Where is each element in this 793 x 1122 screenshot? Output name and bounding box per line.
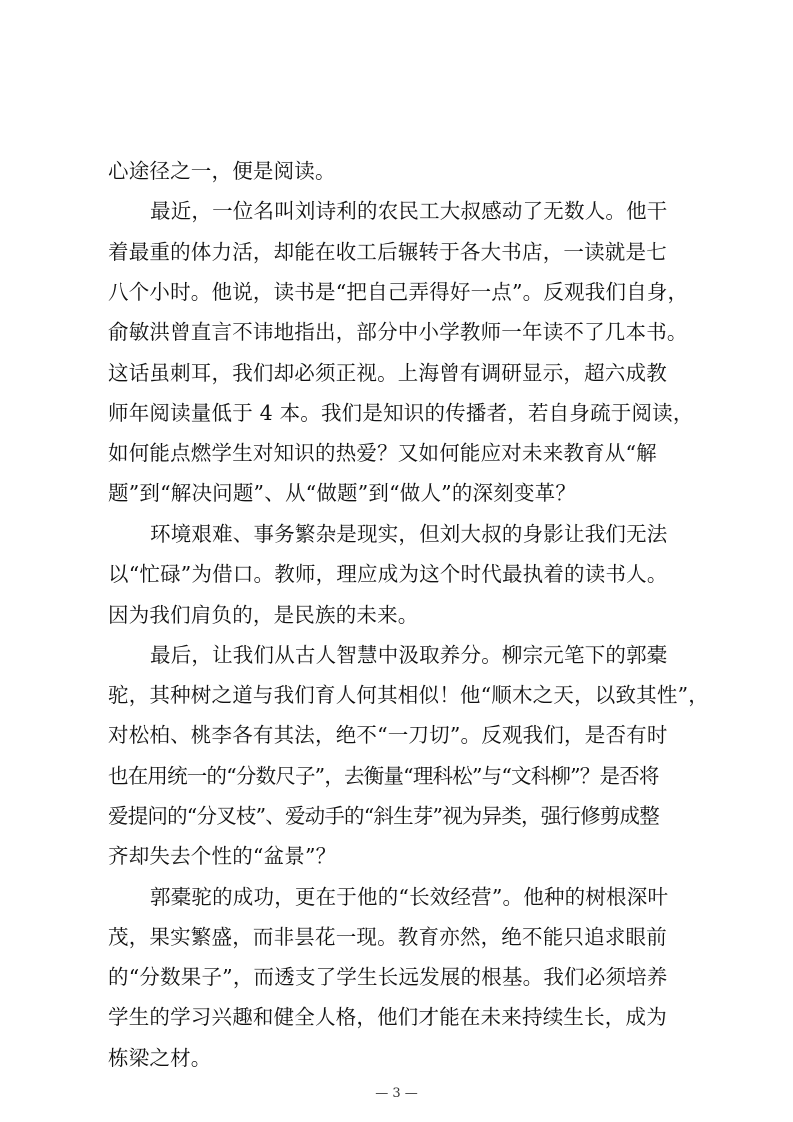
text-line-20	[0, 919, 793, 955]
text-line-14-content: 驼，其种树之道与我们育人何其相似！他“顺木之天，以致其性”，	[108, 683, 709, 707]
text-line-2-content: 最近，一位名叫刘诗利的农民工大叔感动了无数人。他干	[150, 199, 668, 223]
text-line-12-content: 因为我们肩负的，是民族的未来。	[108, 603, 419, 627]
text-line-21	[0, 959, 793, 995]
text-line-17	[0, 798, 793, 834]
text-line-16-content: 也在用统一的“分数尺子”，去衡量“理科松”与“文科柳”？是否将	[108, 764, 659, 788]
text-line-21-content: 的“分数果子”，而透支了学生长远发展的根基。我们必须培养	[108, 965, 668, 989]
text-line-18-content: 齐却失去个性的“盆景”？	[108, 844, 337, 868]
text-line-10-content: 环境艰难、事务繁杂是现实，但刘大叔的身影让我们无法	[150, 522, 668, 546]
text-line-6	[0, 355, 793, 391]
text-line-16	[0, 758, 793, 794]
text-line-1	[0, 153, 793, 189]
text-line-13	[0, 637, 793, 673]
text-line-7-content: 师年阅读量低于 4 本。我们是知识的传播者，若自身疏于阅读，	[108, 401, 694, 425]
text-line-23-visible	[0, 1040, 793, 1076]
text-line-9-content: 题”到“解决问题”、从“做题”到“做人”的深刻变革？	[108, 481, 577, 505]
text-line-17-content: 爱提问的“分叉枝”、爱动手的“斜生芽”视为异类，强行修剪成整	[108, 804, 659, 828]
text-line-7	[0, 395, 793, 431]
text-line-22	[0, 999, 793, 1035]
text-line-13-content: 最后，让我们从古人智慧中汲取养分。柳宗元笔下的郭橐	[150, 643, 668, 667]
text-line-23-content: 栋梁之材。	[108, 1046, 212, 1070]
text-line-15	[0, 717, 793, 753]
text-line-5	[0, 314, 793, 350]
text-line-8-content: 如何能点燃学生对知识的热爱？又如何能应对未来教育从“解	[108, 441, 657, 465]
text-line-11	[0, 556, 793, 592]
text-line-3-content: 着最重的体力活，却能在收工后辗转于各大书店，一读就是七	[108, 240, 667, 264]
text-line-4	[0, 274, 793, 310]
text-line-9	[0, 475, 793, 511]
text-line-12	[0, 597, 793, 633]
text-line-20-content: 茂，果实繁盛，而非昙花一现。教育亦然，绝不能只追求眼前	[108, 925, 667, 949]
text-line-14	[0, 677, 793, 713]
text-line-4-content: 八个小时。他说，读书是“把自己弄得好一点”。反观我们自身，	[108, 280, 689, 304]
text-line-10	[0, 516, 793, 552]
text-line-6-content: 这话虽刺耳，我们却必须正视。上海曾有调研显示，超六成教	[108, 361, 667, 385]
text-line-15-content: 对松柏、桃李各有其法，绝不“一刀切”。反观我们，是否有时	[108, 723, 668, 747]
text-line-19	[0, 879, 793, 915]
text-line-18	[0, 838, 793, 874]
text-line-11-content: 以“忙碌”为借口。教师，理应成为这个时代最执着的读书人。	[108, 562, 668, 586]
text-line-3	[0, 234, 793, 270]
text-line-8	[0, 435, 793, 471]
text-line-19-content: 郭橐驼的成功，更在于他的“长效经营”。他种的树根深叶	[150, 885, 669, 909]
text-line-22-content: 学生的学习兴趣和健全人格，他们才能在未来持续生长，成为	[108, 1005, 667, 1029]
text-line-1-content: 心途径之一，便是阅读。	[108, 159, 336, 183]
text-line-2	[0, 193, 793, 229]
text-line-5-content: 俞敏洪曾直言不讳地指出，部分中小学教师一年读不了几本书。	[108, 320, 688, 344]
page-number: — 3 —	[375, 1086, 418, 1101]
